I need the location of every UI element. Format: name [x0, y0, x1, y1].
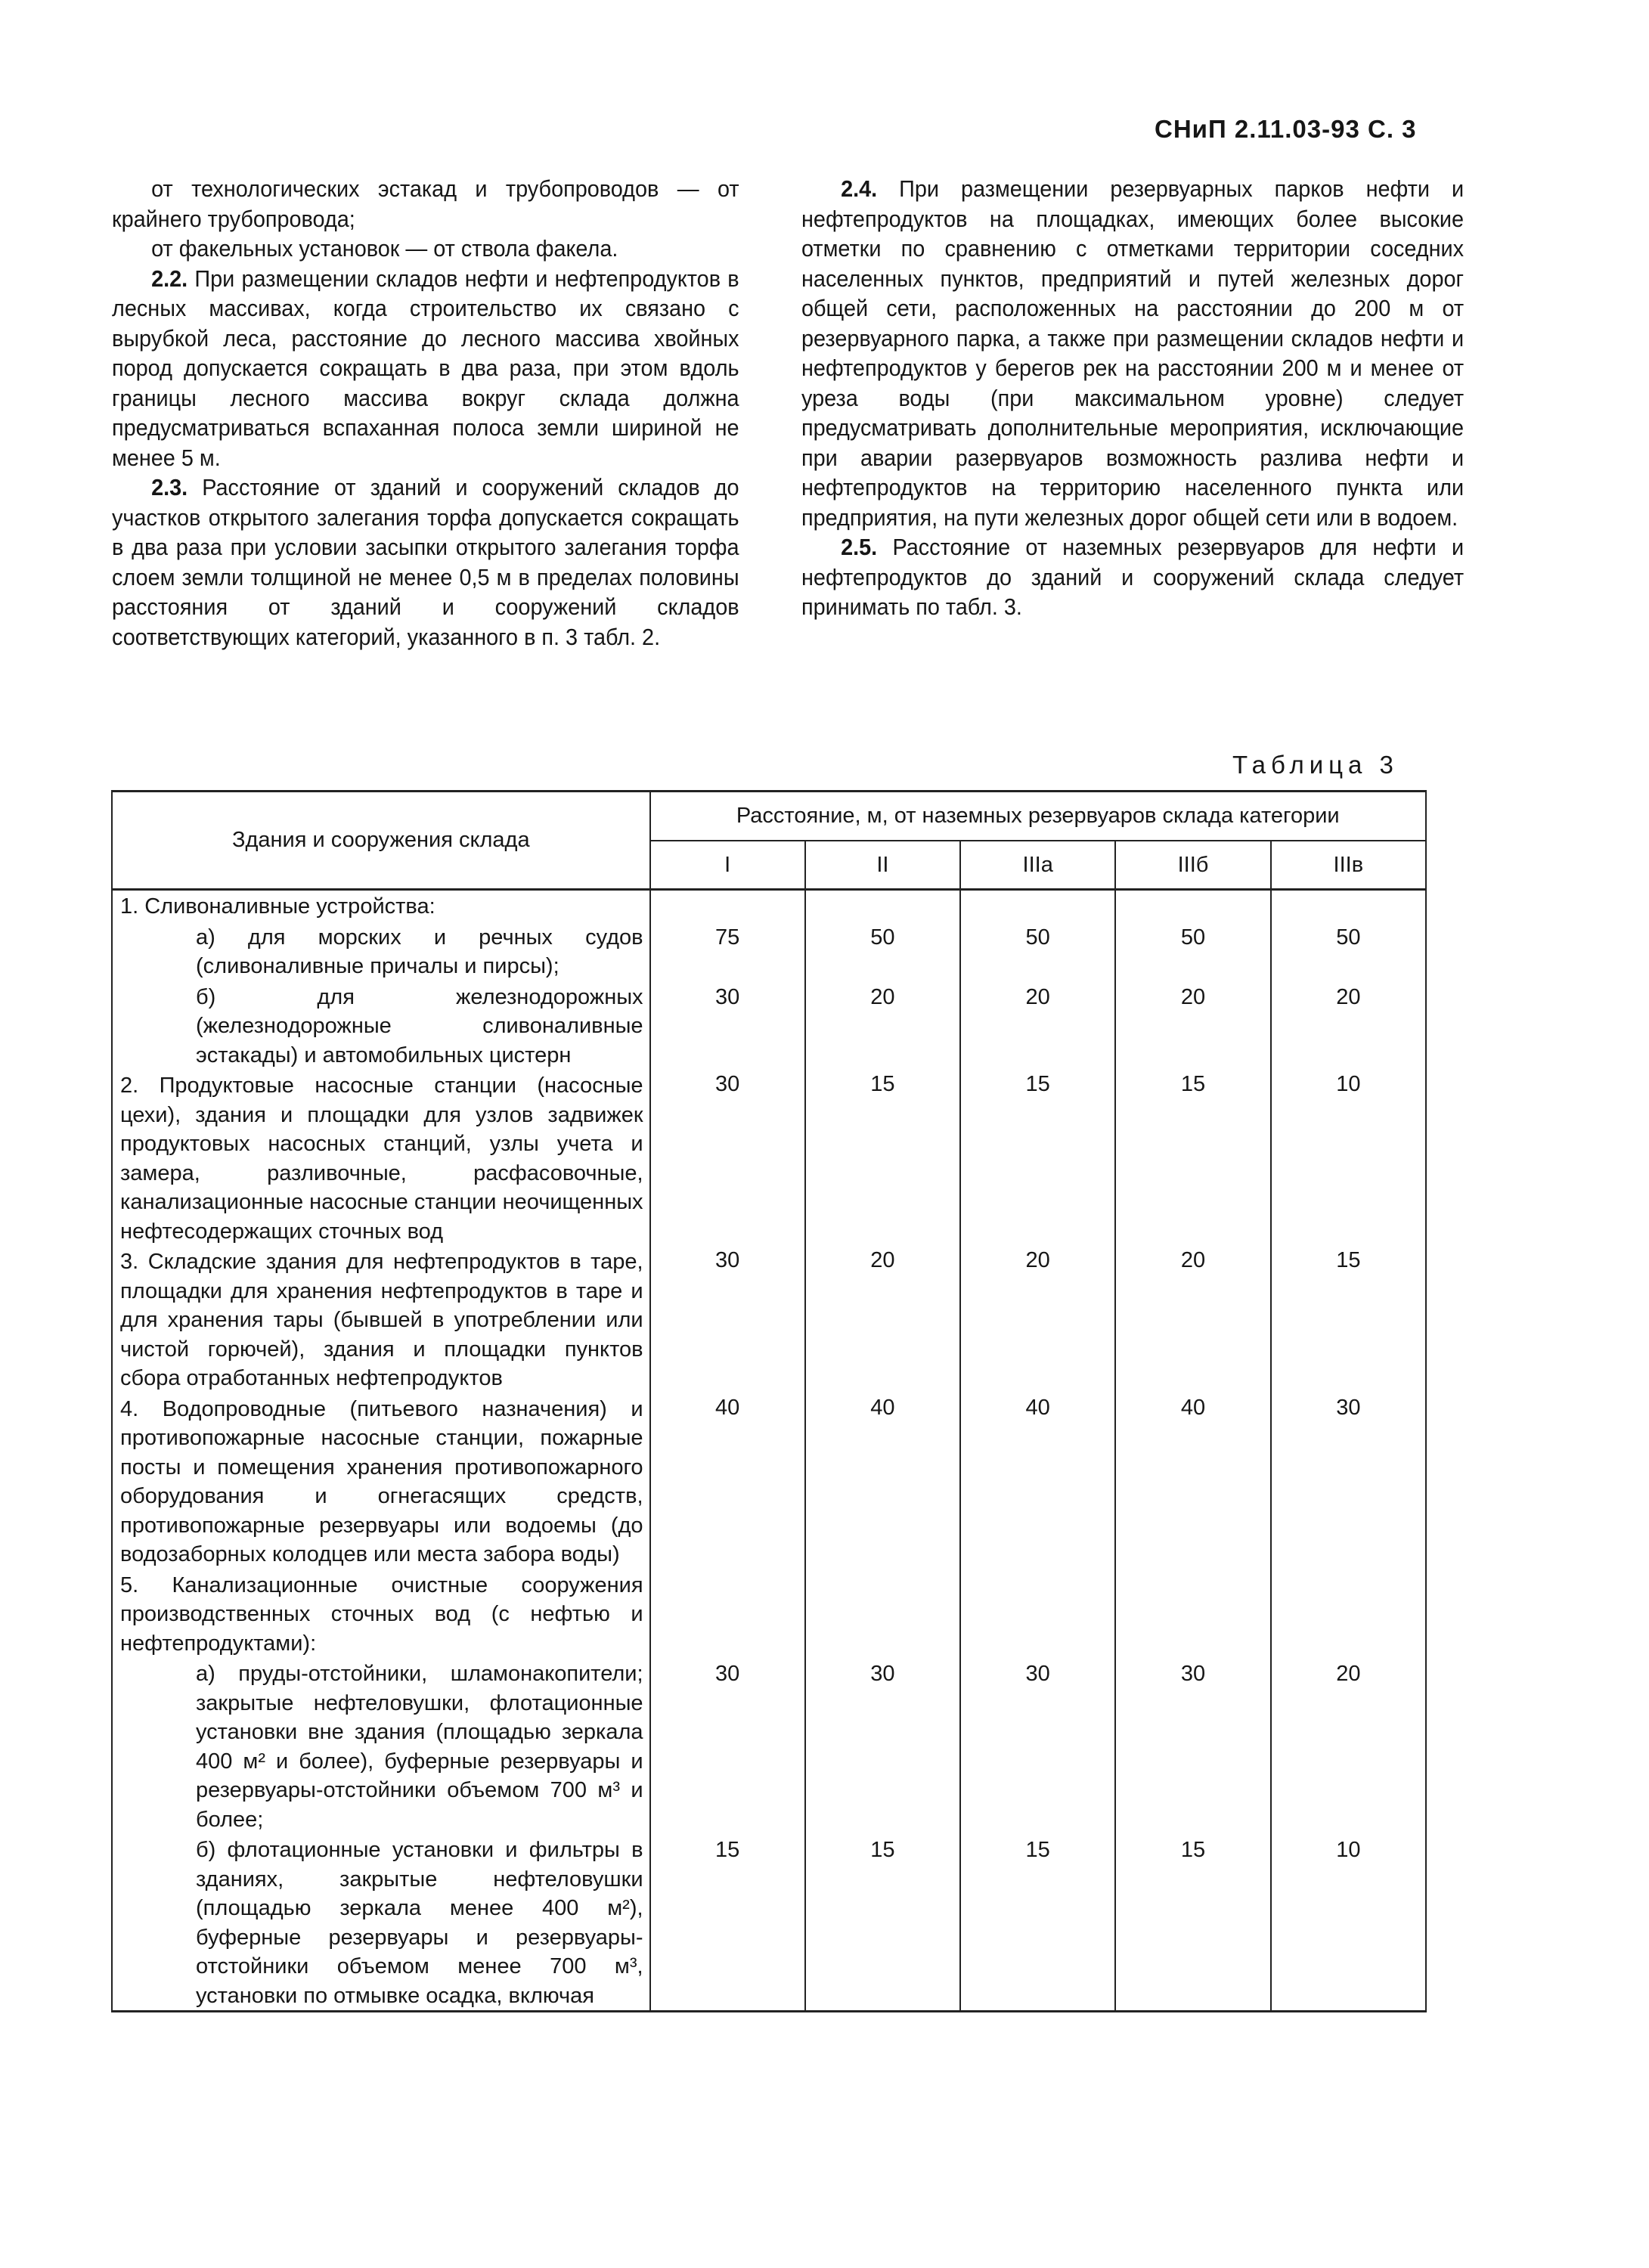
table-row — [112, 1834, 1426, 2012]
paragraph-2-2: 2.2. При размещении складов нефти и нефтепродуктов в лесных массивах, когда строительство их связано с вырубкой леса, расстояние до лесного массива хвойных пород допускается сокращать в два раза, при этом вдоль границы лесного массива вокруг склада должна предусматриваться вспаханная полоса земли шириной не менее 5 м. — [112, 265, 739, 471]
distance-value: 40 — [650, 1393, 805, 1569]
distance-value: 30 — [805, 1658, 960, 1834]
distance-value: 15 — [1271, 1246, 1426, 1393]
table-row — [112, 1569, 1426, 1659]
distance-value — [805, 1569, 960, 1659]
table-row — [112, 1658, 1426, 1834]
header-category: I — [650, 841, 805, 890]
header-buildings: Здания и сооружения склада — [112, 792, 650, 890]
distance-value: 40 — [1115, 1393, 1270, 1569]
distance-value: 30 — [650, 1658, 805, 1834]
row-label: а) пруды-отстойники, шламонакопители; закрытые нефтеловушки, флотационные установки вне здания (площадью зеркала 400 м² и более), буферные резервуары и резервуары-отстойники объемом 700 м³ и более; — [112, 1658, 650, 1834]
row-label: а) для морских и речных судов (сливоналивные причалы и пирсы); — [112, 922, 650, 981]
paragraph-2-4: 2.4. При размещении резервуарных парков нефти и нефтепродуктов на площадках, имеющих более высокие отметки по сравнению с отметками территории соседних населенных пунктов, предприятий и путей железных дорог общей сети, расположенных на расстоянии до 200 м от резервуарного парка, а также при размещении складов нефти и нефтепродуктов у берегов рек на расстоянии 200 м и менее от уреза воды (при максимальном уровне) следует предусматривать дополнительные мероприятия, исключающие при аварии разервуаров возможность разлива нефти и нефтепродуктов на территорию населенного пункта или предприятия, на пути железных дорог общей сети или в водоем. — [801, 175, 1465, 531]
distance-value: 30 — [650, 1070, 805, 1246]
distance-value: 30 — [1271, 1393, 1426, 1569]
header-category: IIIа — [960, 841, 1115, 890]
clause-number: 2.4. — [841, 175, 878, 202]
distance-value: 15 — [805, 1834, 960, 2012]
distance-value — [650, 890, 805, 922]
distance-value: 20 — [1271, 981, 1426, 1070]
distance-value: 15 — [1115, 1834, 1270, 2012]
paragraph-2-5: 2.5. Расстояние от наземных резервуаров для нефти и нефтепродуктов до зданий и сооружений склада следует принимать по табл. 3. — [801, 534, 1465, 620]
right-text-column — [801, 174, 1464, 622]
header-distance-group: Расстояние, м, от наземных резервуаров склада категории — [650, 792, 1426, 841]
distance-value — [1115, 890, 1270, 922]
distance-value: 20 — [1115, 1246, 1270, 1393]
distance-value — [1115, 1569, 1270, 1659]
distance-value — [960, 1569, 1115, 1659]
running-head: СНиП 2.11.03-93 С. 3 — [1155, 115, 1417, 143]
distance-value: 20 — [805, 1246, 960, 1393]
distance-value: 75 — [650, 922, 805, 981]
table-row — [112, 922, 1426, 981]
table-row — [112, 890, 1426, 922]
row-label: 4. Водопроводные (питьевого назначения) и противопожарные насосные станции, пожарные посты и помещения хранения противопожарного оборудования и огнегасящих средств, противопожарные резервуары или водоемы (до водозаборных колодцев или места забора воды) — [112, 1393, 650, 1569]
table-row — [112, 1070, 1426, 1246]
distance-value: 20 — [960, 1246, 1115, 1393]
header-category: II — [805, 841, 960, 890]
left-text-column — [112, 174, 739, 652]
distance-value: 50 — [805, 922, 960, 981]
clause-number: 2.3. — [151, 474, 188, 500]
distance-value: 40 — [960, 1393, 1115, 1569]
row-label: б) флотационные установки и фильтры в зданиях, закрытые нефтеловушки (площадью зеркала менее 400 м²), буферные резервуары и резервуары-отстойники объемом менее 700 м³, установки по отмывке осадка, включая — [112, 1834, 650, 2012]
distance-value: 30 — [650, 981, 805, 1070]
distance-value: 20 — [805, 981, 960, 1070]
table-row — [112, 981, 1426, 1070]
table-row — [112, 1246, 1426, 1393]
row-label: 1. Сливоналивные устройства: — [112, 890, 650, 922]
distance-value: 10 — [1271, 1834, 1426, 2012]
row-label: б) для железнодорожных (железнодорожные сливоналивные эстакады) и автомобильных цистерн — [112, 981, 650, 1070]
distance-value — [1271, 890, 1426, 922]
distance-value: 40 — [805, 1393, 960, 1569]
distance-value: 15 — [960, 1070, 1115, 1246]
distance-value: 15 — [650, 1834, 805, 2012]
table-caption: Таблица 3 — [1232, 751, 1399, 779]
distance-value: 20 — [1271, 1658, 1426, 1834]
distance-value — [650, 1569, 805, 1659]
clause-number: 2.5. — [841, 534, 878, 560]
header-category: IIIв — [1271, 841, 1426, 890]
header-category: IIIб — [1115, 841, 1270, 890]
distance-table — [111, 790, 1427, 2012]
distance-value: 30 — [650, 1246, 805, 1393]
table-row — [112, 1393, 1426, 1569]
distance-value: 15 — [960, 1834, 1115, 2012]
clause-number: 2.2. — [151, 265, 188, 292]
row-label: 5. Канализационные очистные сооружения производственных сточных вод (с нефтью и нефтепродуктами): — [112, 1569, 650, 1659]
distance-value: 30 — [1115, 1658, 1270, 1834]
distance-value: 50 — [1271, 922, 1426, 981]
paragraph: от технологических эстакад и трубопроводов — от крайнего трубопровода; — [112, 175, 739, 232]
distance-value: 50 — [1115, 922, 1270, 981]
paragraph-2-3: 2.3. Расстояние от зданий и сооружений складов до участков открытого залегания торфа допускается сокращать в два раза при условии засыпки открытого залегания торфа слоем земли толщиной не менее 0,5 м в пределах половины расстояния от зданий и сооружений складов соответствующих категорий, указанного в п. 3 табл. 2. — [112, 474, 739, 650]
distance-value: 15 — [1115, 1070, 1270, 1246]
distance-value — [805, 890, 960, 922]
distance-value: 20 — [960, 981, 1115, 1070]
distance-value: 20 — [1115, 981, 1270, 1070]
distance-value: 15 — [805, 1070, 960, 1246]
row-label: 2. Продуктовые насосные станции (насосные цехи), здания и площадки для узлов задвижек продуктовых насосных станций, узлы учета и замера, разливочные, расфасовочные, канализационные насосные станции неочищенных нефтесодержащих сточных вод — [112, 1070, 650, 1246]
row-label: 3. Складские здания для нефтепродуктов в таре, площадки для хранения нефтепродуктов в таре и для хранения тары (бывшей в употреблении или чистой горючей), здания и площадки пунктов сбора отработанных нефтепродуктов — [112, 1246, 650, 1393]
distance-value: 50 — [960, 922, 1115, 981]
paragraph: от факельных установок — от ствола факела. — [151, 235, 618, 262]
distance-value: 30 — [960, 1658, 1115, 1834]
distance-value — [960, 890, 1115, 922]
distance-value — [1271, 1569, 1426, 1659]
distance-value: 10 — [1271, 1070, 1426, 1246]
